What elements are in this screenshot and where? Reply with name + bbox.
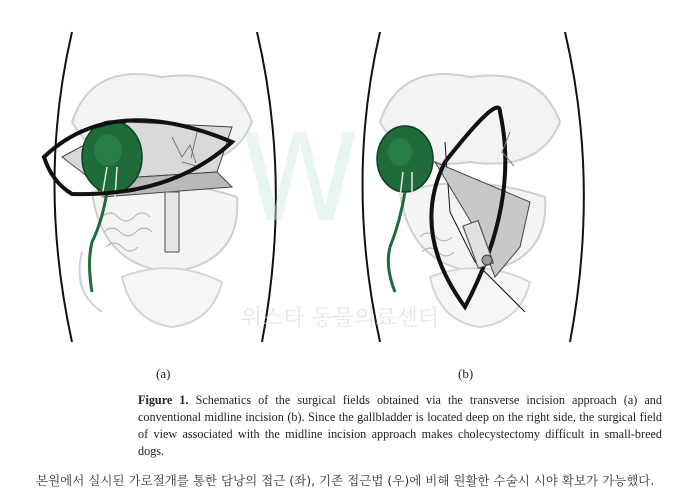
caption-text: Schematics of the surgical fields obtained via the transverse incision approach (a) and conventional midline incision (b). Since the gallbladder is located deep on the right side, the surgical field of view associated with the midline incision approach makes cholecystectomy difficult in small-breed dogs. (138, 393, 662, 458)
transverse-incision-schematic (32, 22, 292, 352)
watermark-text: 위스타 동물의료센터 (240, 306, 440, 331)
panel-a-label: (a) (156, 366, 171, 381)
caption-label: Figure 1. (138, 393, 189, 407)
svg-text:W: W (240, 110, 360, 249)
figure-panel-b (340, 22, 600, 352)
figure-panel-a (32, 22, 292, 352)
panel-b-label: (b) (458, 366, 474, 381)
midline-incision-schematic (340, 22, 600, 352)
korean-note: 본원에서 실시된 가로절개를 통한 담낭의 접근 (좌), 기존 접근법 (우)에 비해 원활한 수술시 시야 확보가 가능했다. (36, 473, 655, 488)
figure-caption (138, 392, 662, 460)
